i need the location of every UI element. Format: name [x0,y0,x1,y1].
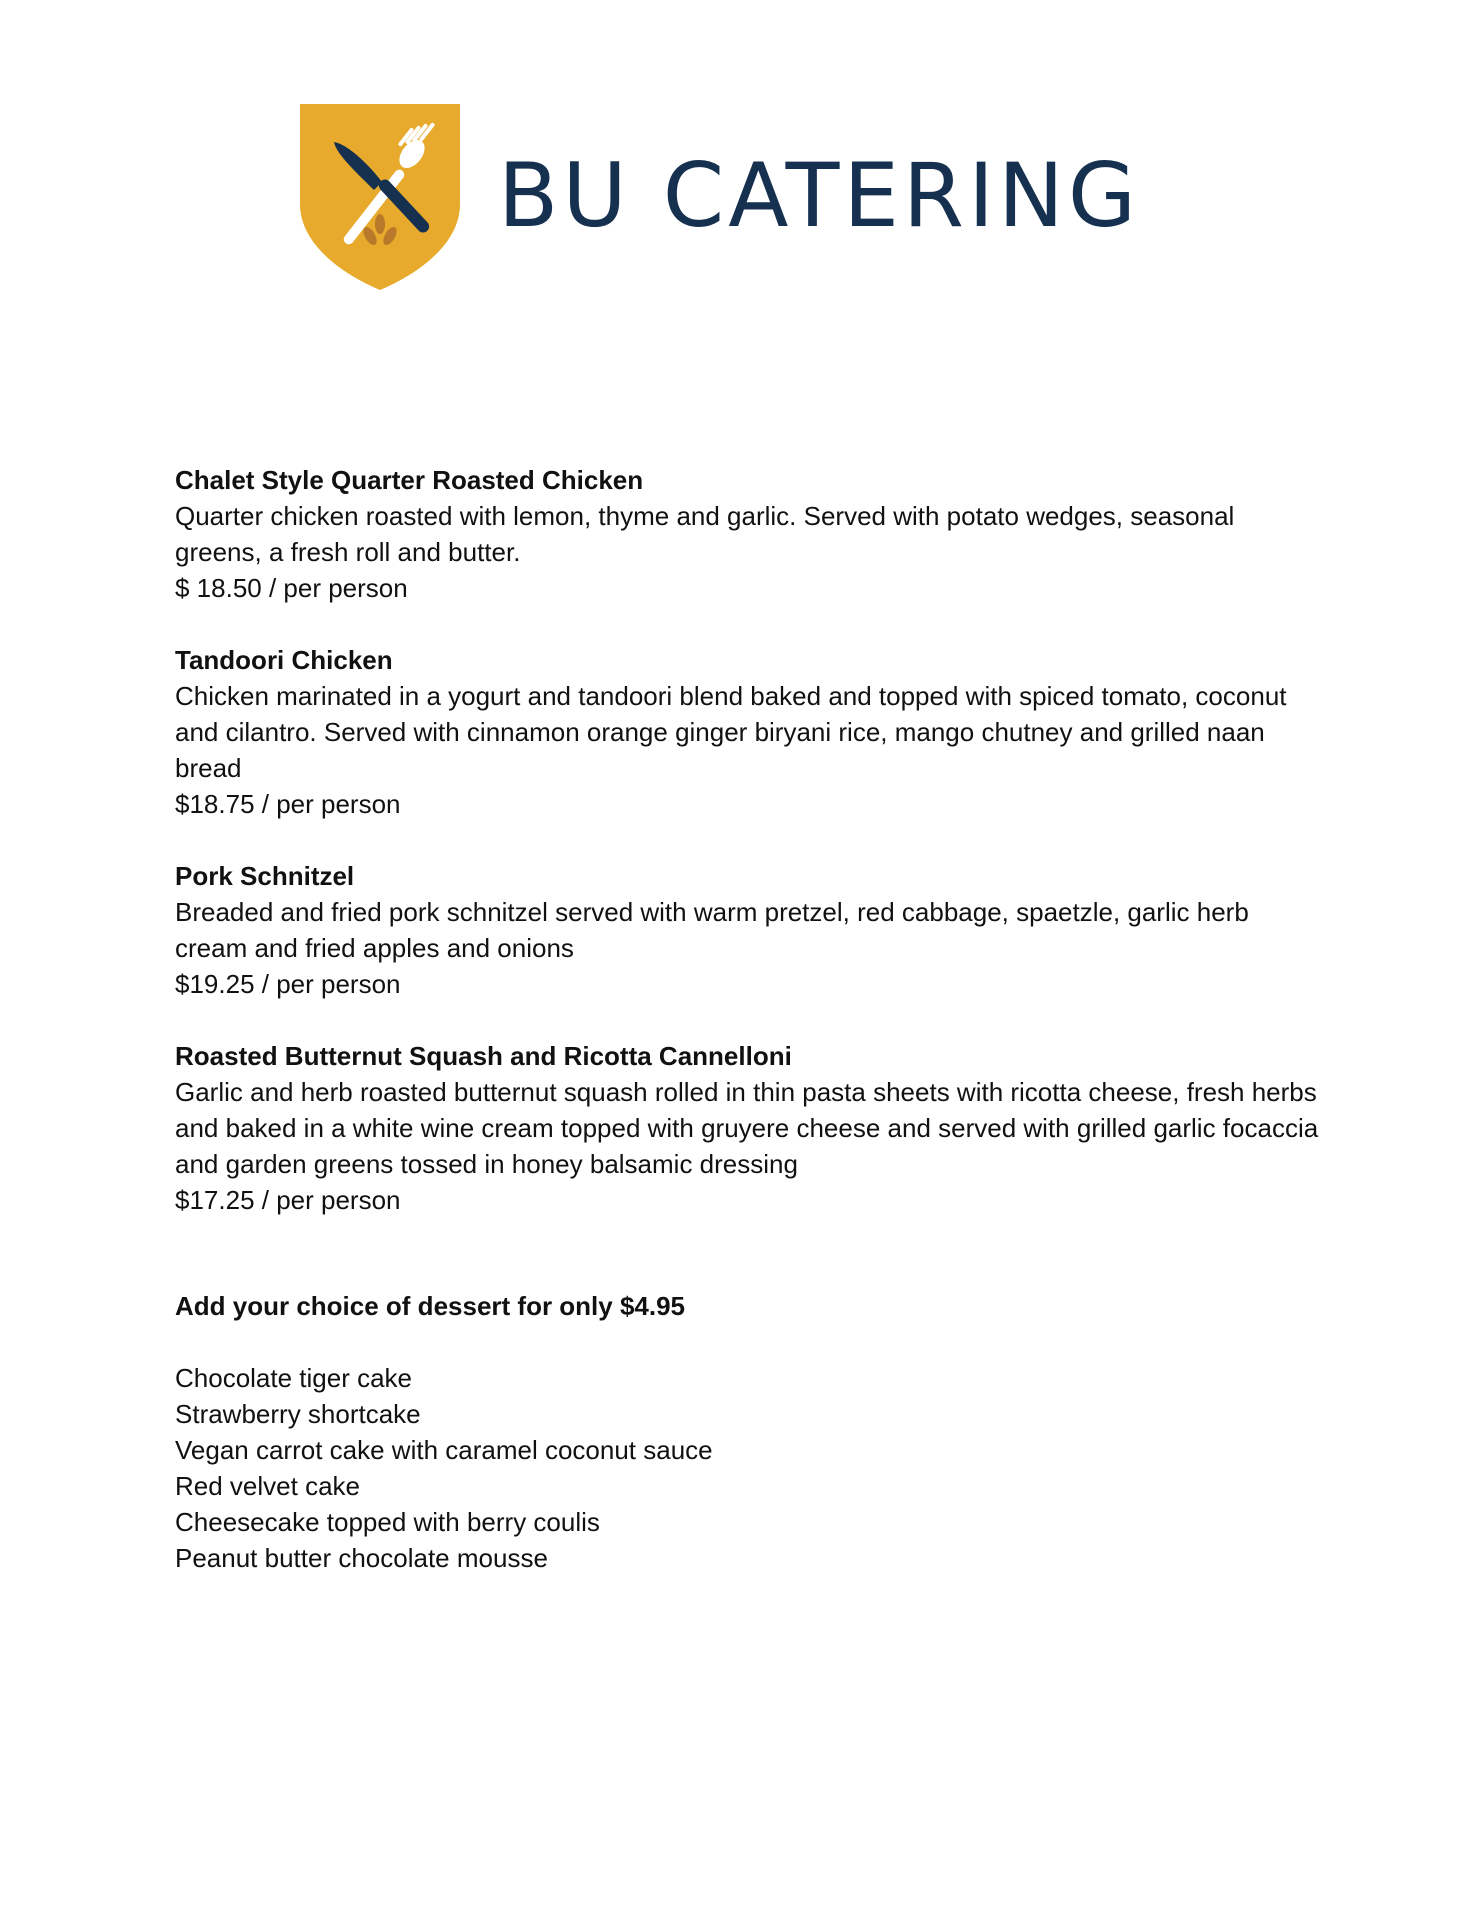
menu-item-price: $ 18.50 / per person [175,573,408,603]
menu-item-title: Chalet Style Quarter Roasted Chicken [175,465,644,495]
brand-name: BU CATERING [498,144,1141,247]
menu-item-title: Pork Schnitzel [175,861,355,891]
dessert-item: Strawberry shortcake [175,1399,421,1429]
menu-item-price: $19.25 / per person [175,969,401,999]
dessert-heading: Add your choice of dessert for only $4.95 [175,1291,686,1321]
menu-item-title: Tandoori Chicken [175,645,393,675]
menu [175,462,1325,1576]
dessert-item: Cheesecake topped with berry coulis [175,1507,600,1537]
menu-item-title: Roasted Butternut Squash and Ricotta Cannelloni [175,1041,792,1071]
dessert-item: Peanut butter chocolate mousse [175,1543,548,1573]
menu-item-description: Garlic and herb roasted butternut squash rolled in thin pasta sheets with ricotta cheese, fresh herbs and baked in a white wine cream topped with gruyere cheese and served with grilled garlic focaccia and garden greens tossed in honey balsamic dressing [175,1077,1319,1179]
menu-item [175,462,1325,606]
dessert-item: Chocolate tiger cake [175,1363,413,1393]
bu-catering-logo [300,104,1160,290]
menu-item [175,1038,1325,1218]
menu-item-description: Quarter chicken roasted with lemon, thyme and garlic. Served with potato wedges, seasonal greens, a fresh roll and butter. [175,501,1235,567]
dessert-item: Vegan carrot cake with caramel coconut sauce [175,1435,713,1465]
menu-item-price: $17.25 / per person [175,1185,401,1215]
dessert-list [175,1360,1325,1576]
menu-item-description: Chicken marinated in a yogurt and tandoori blend baked and topped with spiced tomato, coconut and cilantro. Served with cinnamon orange ginger biryani rice, mango chutney and grilled naan bread [175,681,1287,783]
dessert-item: Red velvet cake [175,1471,360,1501]
menu-item [175,858,1325,1002]
fork-knife-shield-icon [300,104,460,290]
menu-item-description: Breaded and fried pork schnitzel served with warm pretzel, red cabbage, spaetzle, garlic herb cream and fried apples and onions [175,897,1249,963]
menu-item-price: $18.75 / per person [175,789,401,819]
menu-item [175,642,1325,822]
